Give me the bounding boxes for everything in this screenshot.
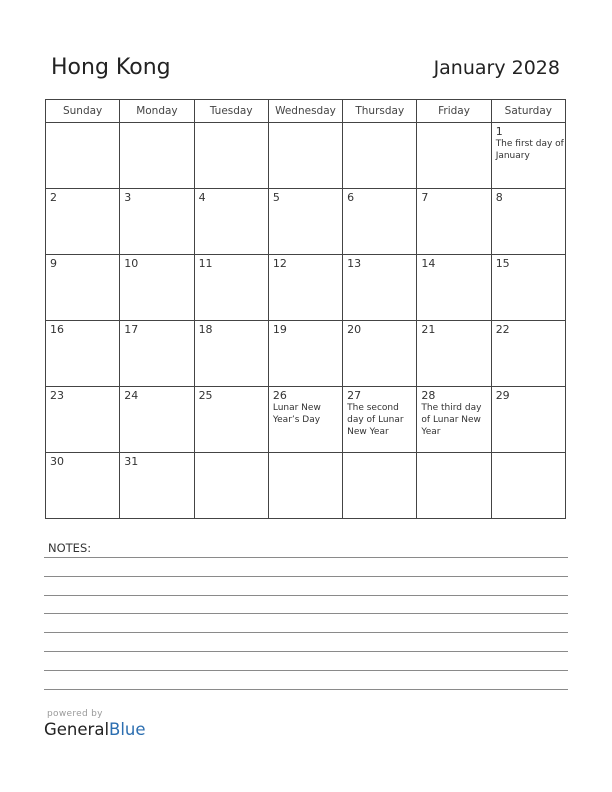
day-number: 5 bbox=[272, 191, 280, 204]
day-cell[interactable] bbox=[491, 387, 565, 453]
day-cell[interactable] bbox=[194, 255, 268, 321]
calendar-grid bbox=[45, 99, 566, 517]
day-number: 23 bbox=[50, 389, 64, 402]
day-cell[interactable] bbox=[268, 255, 342, 321]
day-number: 21 bbox=[421, 323, 436, 336]
day-cell[interactable] bbox=[120, 453, 194, 519]
day-cell[interactable] bbox=[194, 123, 268, 189]
day-number: 15 bbox=[495, 257, 510, 270]
weekday-header-row bbox=[46, 100, 566, 123]
notes-line bbox=[44, 651, 568, 652]
day-cell[interactable] bbox=[343, 255, 417, 321]
day-number: 14 bbox=[421, 257, 436, 270]
day-number: 25 bbox=[198, 389, 213, 402]
day-number: 29 bbox=[495, 389, 510, 402]
day-number: 27 bbox=[347, 389, 362, 402]
day-cell[interactable] bbox=[343, 321, 417, 387]
day-cell[interactable] bbox=[46, 123, 120, 189]
week-row bbox=[46, 255, 566, 321]
day-number: 6 bbox=[347, 191, 355, 204]
day-number: 31 bbox=[124, 455, 139, 468]
weekday-saturday: Saturday bbox=[491, 100, 565, 123]
day-number: 22 bbox=[495, 323, 510, 336]
day-number: 8 bbox=[495, 191, 503, 204]
weekday-monday: Monday bbox=[120, 100, 194, 123]
day-number: 2 bbox=[50, 191, 57, 204]
day-cell[interactable] bbox=[491, 453, 565, 519]
day-cell[interactable] bbox=[343, 189, 417, 255]
day-cell[interactable] bbox=[417, 189, 491, 255]
day-cell[interactable] bbox=[343, 387, 417, 453]
holiday-label: Lunar New Year’s Day bbox=[272, 403, 321, 425]
day-cell[interactable] bbox=[343, 123, 417, 189]
notes-line bbox=[44, 632, 568, 633]
day-cell[interactable] bbox=[120, 387, 194, 453]
day-number: 7 bbox=[421, 191, 429, 204]
day-cell[interactable] bbox=[417, 387, 491, 453]
day-cell[interactable] bbox=[268, 453, 342, 519]
day-number: 13 bbox=[347, 257, 362, 270]
notes-line bbox=[44, 670, 568, 671]
week-row bbox=[46, 387, 566, 453]
weekday-friday: Friday bbox=[417, 100, 491, 123]
notes-line bbox=[44, 613, 568, 614]
brand-logo[interactable] bbox=[44, 720, 146, 739]
day-number: 10 bbox=[124, 257, 139, 270]
brand-blue: Blue bbox=[109, 720, 146, 739]
holiday-label: The first day of January bbox=[495, 139, 564, 161]
day-cell[interactable] bbox=[120, 189, 194, 255]
notes-label: NOTES: bbox=[48, 541, 92, 555]
day-number: 16 bbox=[50, 323, 64, 336]
day-cell[interactable] bbox=[120, 123, 194, 189]
weekday-tuesday: Tuesday bbox=[194, 100, 268, 123]
holiday-label: The second day of Lunar New Year bbox=[347, 403, 404, 437]
holiday-label: The third day of Lunar New Year bbox=[421, 403, 482, 437]
notes-line bbox=[44, 595, 568, 596]
day-number: 17 bbox=[124, 323, 139, 336]
week-row bbox=[46, 321, 566, 387]
day-cell[interactable] bbox=[120, 255, 194, 321]
day-cell[interactable] bbox=[46, 387, 120, 453]
day-cell[interactable] bbox=[194, 453, 268, 519]
day-number: 11 bbox=[198, 257, 213, 270]
day-number: 19 bbox=[272, 323, 287, 336]
week-row bbox=[46, 123, 566, 189]
day-cell[interactable] bbox=[46, 189, 120, 255]
weekday-sunday: Sunday bbox=[46, 100, 120, 123]
weekday-wednesday: Wednesday bbox=[268, 100, 342, 123]
month-title: January 2028 bbox=[433, 57, 560, 79]
day-cell[interactable] bbox=[417, 321, 491, 387]
notes-line bbox=[44, 557, 568, 558]
day-cell[interactable] bbox=[491, 255, 565, 321]
day-number: 3 bbox=[124, 191, 132, 204]
day-cell[interactable] bbox=[194, 189, 268, 255]
day-number: 26 bbox=[272, 389, 287, 402]
day-cell[interactable] bbox=[417, 255, 491, 321]
week-row bbox=[46, 189, 566, 255]
weekday-thursday: Thursday bbox=[343, 100, 417, 123]
day-number: 9 bbox=[50, 257, 57, 270]
day-cell[interactable] bbox=[268, 321, 342, 387]
day-cell[interactable] bbox=[46, 321, 120, 387]
day-number: 12 bbox=[272, 257, 287, 270]
day-cell[interactable] bbox=[491, 189, 565, 255]
day-number: 24 bbox=[124, 389, 139, 402]
day-number: 4 bbox=[198, 191, 206, 204]
day-cell[interactable] bbox=[417, 123, 491, 189]
day-cell[interactable] bbox=[46, 255, 120, 321]
day-number: 28 bbox=[421, 389, 436, 402]
powered-by-text: powered by bbox=[47, 709, 103, 719]
day-cell[interactable] bbox=[268, 189, 342, 255]
day-cell[interactable] bbox=[194, 321, 268, 387]
day-cell[interactable] bbox=[268, 123, 342, 189]
day-cell[interactable] bbox=[120, 321, 194, 387]
day-number: 20 bbox=[347, 323, 362, 336]
day-cell[interactable] bbox=[491, 321, 565, 387]
day-cell[interactable] bbox=[491, 123, 565, 189]
day-number: 1 bbox=[495, 125, 503, 138]
day-cell[interactable] bbox=[417, 453, 491, 519]
notes-line bbox=[44, 689, 568, 690]
day-cell[interactable] bbox=[46, 453, 120, 519]
country-title: Hong Kong bbox=[51, 55, 171, 80]
day-cell[interactable] bbox=[268, 387, 342, 453]
day-cell[interactable] bbox=[343, 453, 417, 519]
day-number: 18 bbox=[198, 323, 213, 336]
day-number: 30 bbox=[50, 455, 64, 468]
notes-line bbox=[44, 576, 568, 577]
week-row bbox=[46, 453, 566, 519]
brand-general: General bbox=[44, 720, 110, 739]
day-cell[interactable] bbox=[194, 387, 268, 453]
